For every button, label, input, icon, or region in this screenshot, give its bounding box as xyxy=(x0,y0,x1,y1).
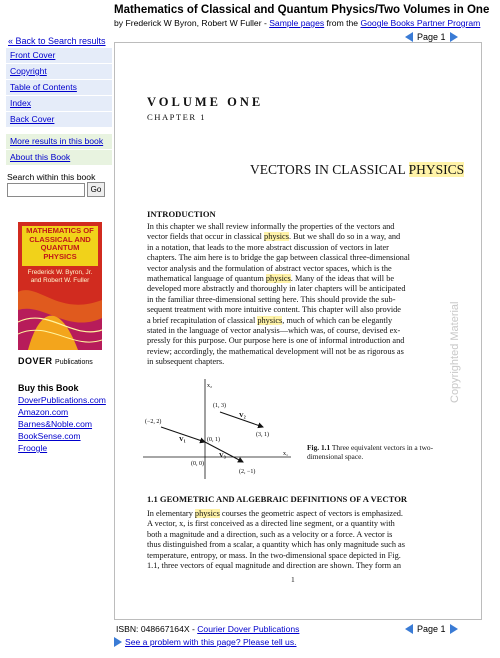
nav-copyright[interactable]: Copyright xyxy=(6,64,112,80)
publisher-logo: DOVER Publications xyxy=(18,356,93,366)
bottom-pager xyxy=(405,624,458,634)
partner-program-link[interactable]: Google Books Partner Program xyxy=(360,18,481,28)
chapter-label: CHAPTER 1 xyxy=(147,112,207,122)
search-highlight: PHYSICS xyxy=(408,162,465,177)
point-label: (1, 3) xyxy=(213,403,226,409)
prev-page-icon[interactable] xyxy=(405,624,413,634)
point-label: (2, −1) xyxy=(239,469,256,475)
copyright-watermark: Copyrighted Material xyxy=(449,301,461,403)
more-nav xyxy=(6,134,112,166)
volume-title: VOLUME ONE xyxy=(147,95,264,109)
chapter-heading: VECTORS IN CLASSICAL PHYSICS xyxy=(250,162,465,177)
cover-authors: Frederick W. Byron, Jr. and Robert W. Fuller xyxy=(27,269,93,284)
book-title: Mathematics of Classical and Quantum Physics/Two Volumes in One xyxy=(114,4,490,16)
point-label: (3, 1) xyxy=(256,432,269,438)
section-title: 1.1 GEOMETRIC AND ALGEBRAIC DEFINITIONS OF A VECTOR xyxy=(147,494,408,504)
buy-heading: Buy this Book xyxy=(18,383,79,393)
point-label: (0, 1) xyxy=(207,437,220,443)
isbn-text: ISBN: 048667164X - xyxy=(116,624,198,634)
point-label: (0, 0) xyxy=(191,461,204,467)
y-axis-label: x₂ xyxy=(207,383,213,389)
x-axis-label: x₁ xyxy=(283,451,289,457)
nav-back-cover[interactable]: Back Cover xyxy=(6,112,112,128)
intro-title: INTRODUCTION xyxy=(147,209,216,219)
book-page xyxy=(114,42,482,620)
search-label: Search within this book xyxy=(7,172,96,182)
back-to-results-link[interactable]: « Back to Search results xyxy=(8,36,106,46)
buy-bn-link[interactable]: Barnes&Noble.com xyxy=(18,419,93,429)
vector-label: V₃ xyxy=(219,452,226,459)
figure-caption: Fig. 1.1 Three equivalent vectors in a two-dimensional space. xyxy=(307,443,434,461)
publisher-link[interactable]: Courier Dover Publications xyxy=(197,624,300,634)
search-go-button[interactable]: Go xyxy=(87,182,105,197)
buy-booksense-link[interactable]: BookSense.com xyxy=(18,431,81,441)
point-label: (−2, 2) xyxy=(145,419,162,425)
intro-paragraph: In this chapter we shall review informally the properties of the vectors and vector fields that occur in classical physics. But we shall do so in a way, and in a notation, that leads to the more abstract discussion of vectors in later chapters. The aim here is to bridge the gap between classical three-dimensional vector analysis and the formulation of abstract vector spaces, which is the mathematical language of quantum physics. Many of the ideas that will be developed more abstractly and thoroughly in later chapters will be anticipated in the familiar three-dimensional setting here. This should provide the sub- sequent treatment with more intuitive content. This chapter will also provide a brief recapitulation of classical physics, much of which can be elegantly stated in the language of vector analysis—which was, of course, devised ex- pressly for this purpose. Our purpose here is one of informal introduction and review; accordingly, the mathematical development will not be as rigorous as in subsequent chapters. xyxy=(147,222,410,367)
page-label: Page 1 xyxy=(417,624,446,634)
book-byline: by Frederick W Byron, Robert W Fuller - Sample pages from the Google Books Partner Program xyxy=(114,18,481,28)
report-problem xyxy=(114,637,297,647)
search-input[interactable] xyxy=(7,183,85,197)
authors: by Frederick W Byron, Robert W Fuller xyxy=(114,18,262,28)
vector-label: V₂ xyxy=(239,412,246,419)
book-cover[interactable] xyxy=(18,222,102,350)
about-book-link[interactable]: About this Book xyxy=(6,150,112,166)
next-page-icon[interactable] xyxy=(450,624,458,634)
prev-page-icon[interactable] xyxy=(405,32,413,42)
report-arrow-icon xyxy=(114,637,122,647)
top-pager xyxy=(405,32,458,42)
isbn-line xyxy=(116,624,299,634)
book-nav xyxy=(6,48,112,128)
cover-title: MATHEMATICS OF CLASSICAL AND QUANTUM PHYSICS xyxy=(26,226,94,261)
page-number: 1 xyxy=(291,575,295,584)
report-problem-link[interactable]: See a problem with this page? Please tell us. xyxy=(125,637,297,647)
figure-1-1 xyxy=(143,379,293,479)
sample-pages-link[interactable]: Sample pages xyxy=(269,18,325,28)
next-page-icon[interactable] xyxy=(450,32,458,42)
section-paragraph: In elementary physics courses the geometric aspect of vectors is emphasized. A vector, x, is first conceived as a directed line segment, or a quantity with both a magnitude and a direction, such as a velocity or a force. A vector is thus distinguished from a scalar, a quantity which has only magnitude such as temperature, entropy, or mass. In the two-dimensional space depicted in Fig. 1.1, three vectors of equal magnitude and direction are shown. They form an xyxy=(147,509,405,571)
vector-label: V₁ xyxy=(179,436,186,443)
buy-dover-link[interactable]: DoverPublications.com xyxy=(18,395,106,405)
nav-index[interactable]: Index xyxy=(6,96,112,112)
buy-froogle-link[interactable]: Froogle xyxy=(18,443,48,453)
nav-front-cover[interactable]: Front Cover xyxy=(6,48,112,64)
nav-table-of-contents[interactable]: Table of Contents xyxy=(6,80,112,96)
buy-amazon-link[interactable]: Amazon.com xyxy=(18,407,69,417)
page-label: Page 1 xyxy=(417,32,446,42)
more-results-link[interactable]: More results in this book xyxy=(6,134,112,150)
